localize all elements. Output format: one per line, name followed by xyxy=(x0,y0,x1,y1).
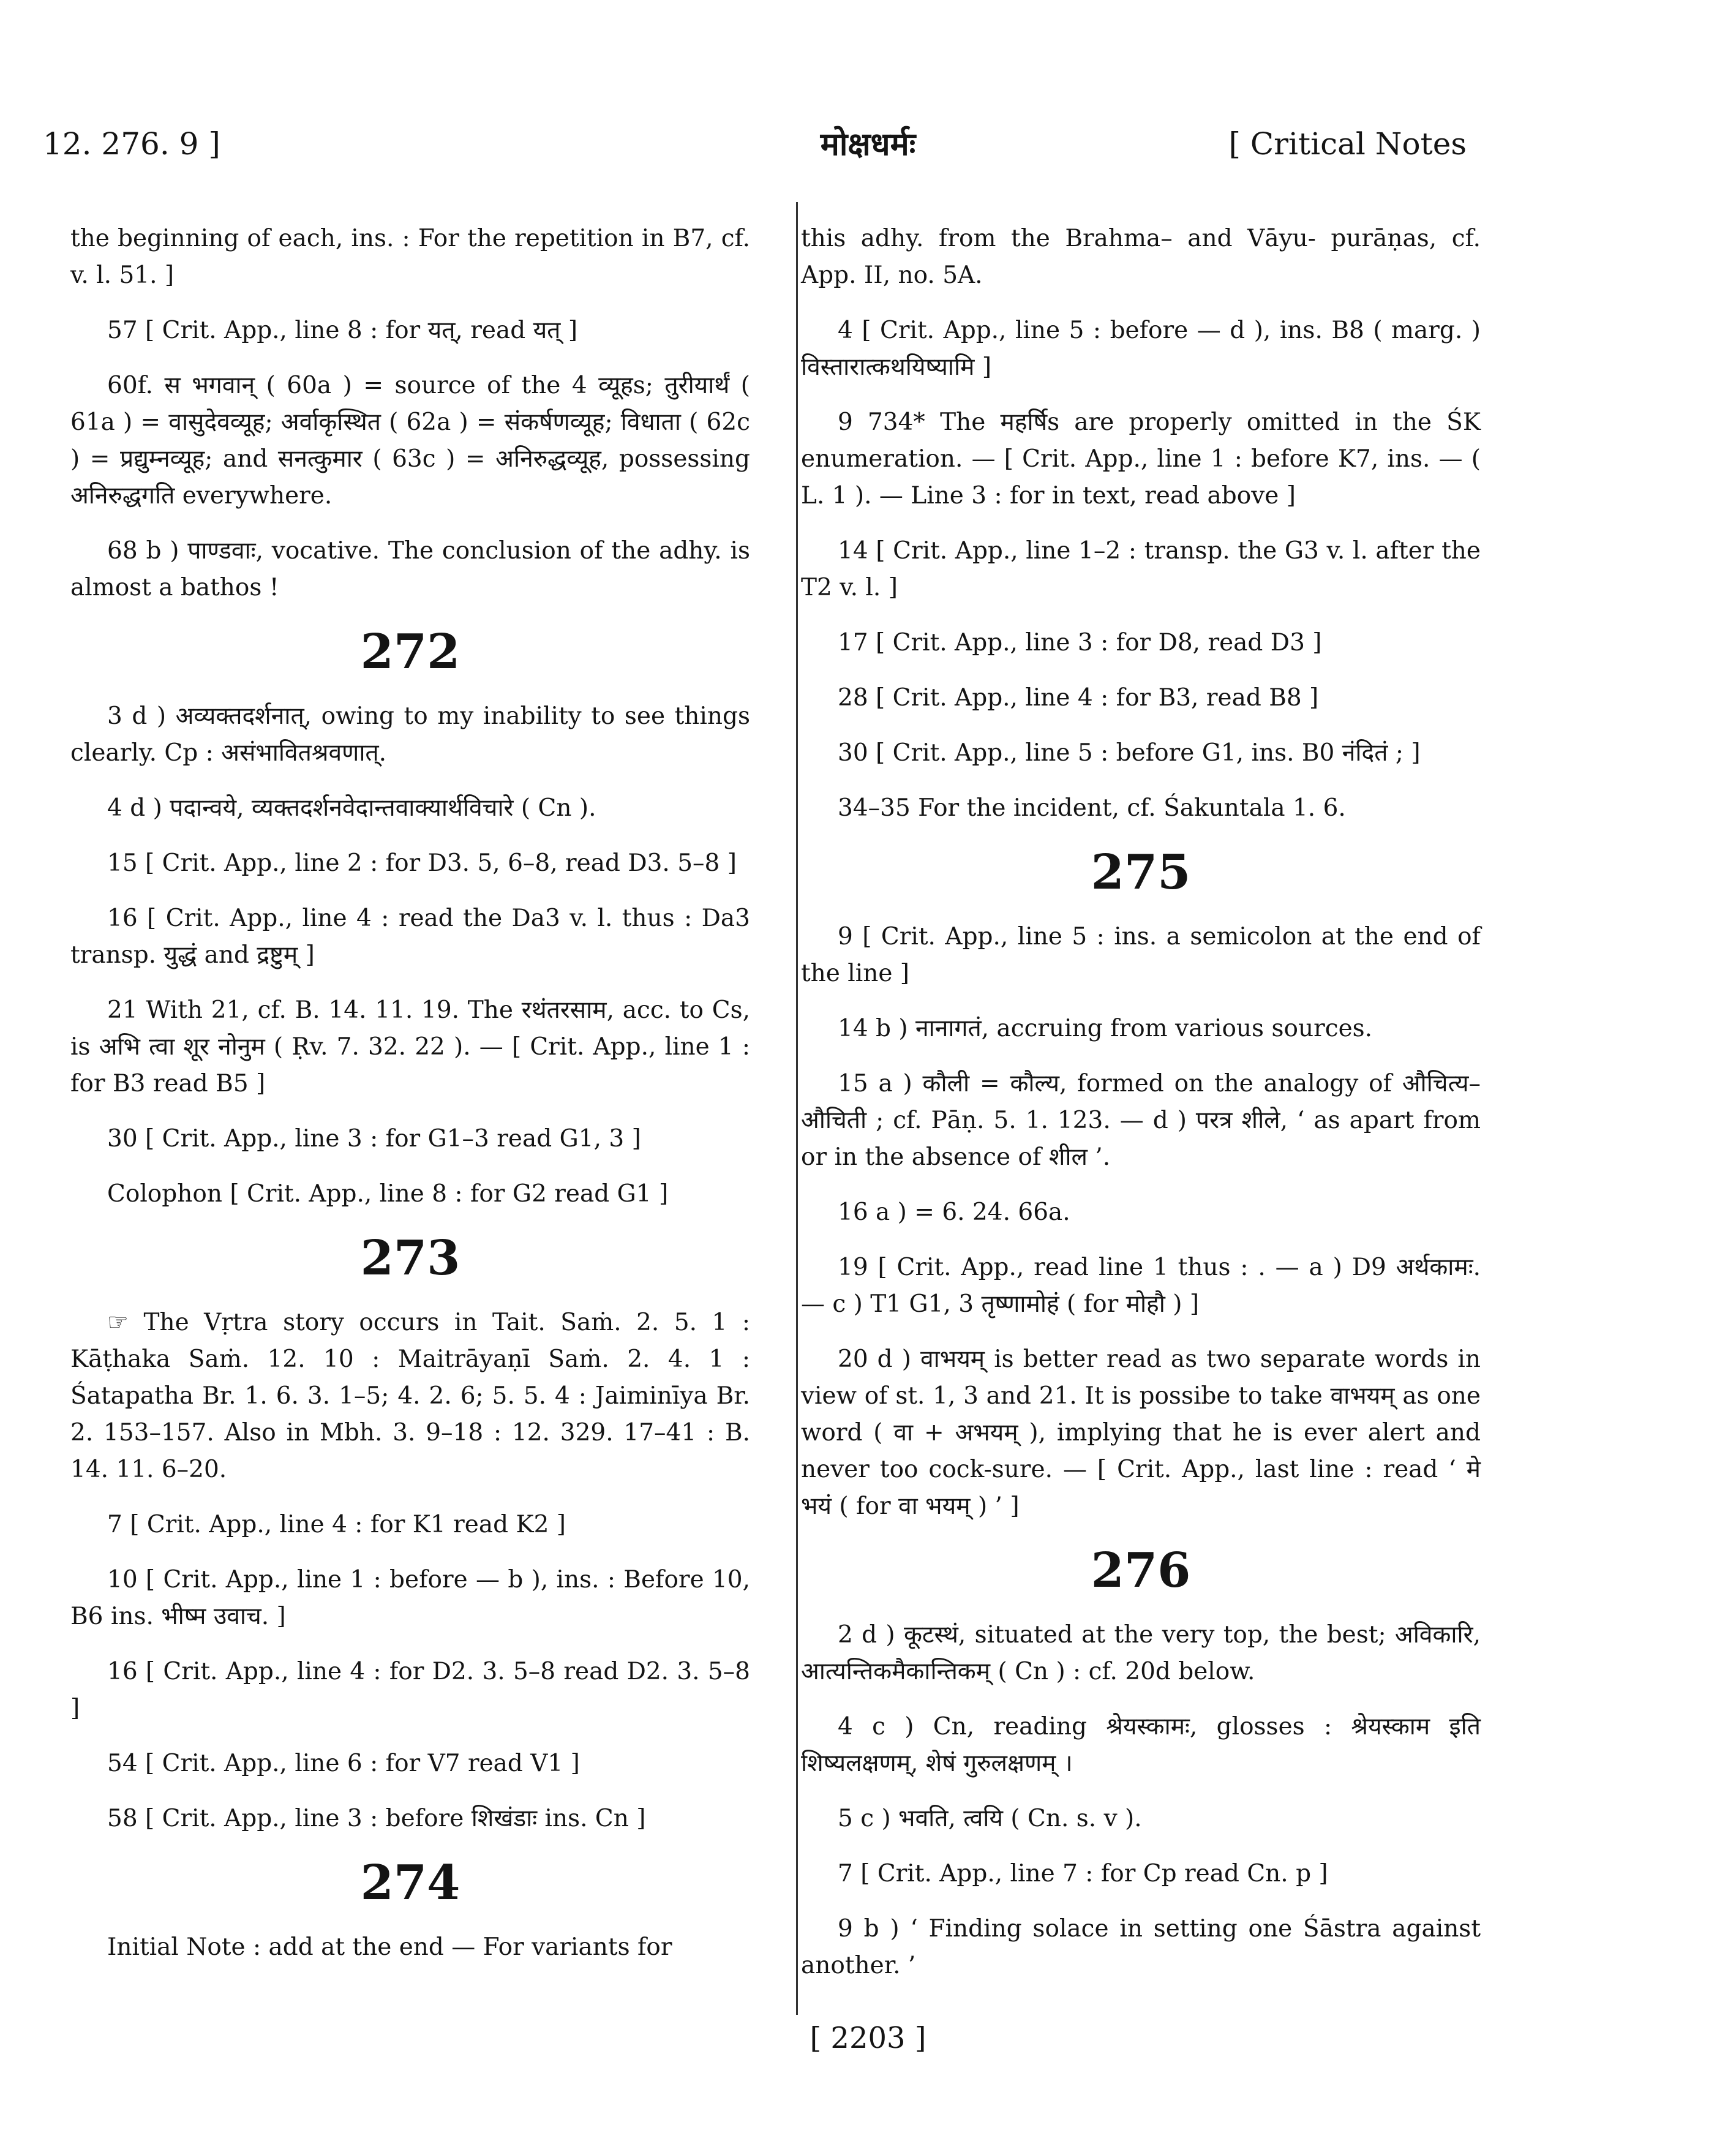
note-paragraph: 4 d ) पदान्वये, व्यक्तदर्शनवेदान्तवाक्यार्थविचारे ( Cn ). xyxy=(107,794,596,822)
adhyaya-heading: 276 xyxy=(1091,1543,1191,1598)
note-paragraph: 28 [ Crit. App., line 4 : for B3, read B8 ] xyxy=(838,684,1319,712)
note-paragraph: 4 c ) Cn, reading श्रेयस्कामः, glosses : श्रेयस्काम इति शिष्यलक्षणम्, शेषं गुरुलक्षणम् । xyxy=(801,1713,1481,1777)
header-title: मोक्षधर्मः xyxy=(820,126,916,163)
left-column xyxy=(70,220,750,1984)
note-paragraph: 9 [ Crit. App., line 5 : ins. a semicolon at the end of the line ] xyxy=(801,923,1481,987)
column-divider xyxy=(796,202,798,2015)
adhyaya-heading: 273 xyxy=(360,1230,460,1286)
note-paragraph: 16 [ Crit. App., line 4 : read the Da3 v. l. thus : Da3 transp. युद्धं and द्रष्टुम् ] xyxy=(70,905,750,969)
note-paragraph: 30 [ Crit. App., line 3 : for G1–3 read G1, 3 ] xyxy=(107,1125,641,1153)
note-paragraph: 9 b ) ‘ Finding solace in setting one Śāstra against another. ’ xyxy=(801,1915,1481,1979)
note-paragraph: 7 [ Crit. App., line 4 : for K1 read K2 ] xyxy=(107,1511,566,1538)
note-paragraph: 57 [ Crit. App., line 8 : for यत्, read यत् ] xyxy=(107,317,578,344)
note-paragraph: 19 [ Crit. App., read line 1 thus : . — a ) D9 अर्थकामः. — c ) T1 G1, 3 तृष्णामोहं ( for मोहौ ) ] xyxy=(801,1254,1481,1318)
header-critical-notes: [ Critical Notes xyxy=(1228,126,1467,162)
note-paragraph: 20 d ) वाभयम् is better read as two separate words in view of st. 1, 3 and 21. It is possibe to take वाभयम् as one word ( वा + अभयम् ), implying that he is ever alert and never too cock-sure. — [ Crit. App., last line : read ‘ मे भयं ( for वा भयम् ) ’ ] xyxy=(801,1345,1481,1520)
note-paragraph: 60f. स भगवान् ( 60a ) = source of the 4 व्यूहs; तुरीयार्थं ( 61a ) = वासुदेवव्यूह; अर्वाकृस्थित ( 62a ) = संकर्षणव्यूह; विधाता ( 62c ) = प्रद्युम्नव्यूह; and सनत्कुमार ( 63c ) = अनिरुद्धव्यूह, possessing अनिरुद्धगति everywhere. xyxy=(70,372,750,510)
note-paragraph: 5 c ) भवति, त्वयि ( Cn. s. v ). xyxy=(838,1805,1142,1832)
page-number: [ 2203 ] xyxy=(810,2021,926,2055)
note-paragraph: 21 With 21, cf. B. 14. 11. 19. The रथंतरसाम, acc. to Cs, is अभि त्वा शूर नोनुम ( Ṛv. 7. 32. 22 ). — [ Crit. App., line 1 : for B3 read B5 ] xyxy=(70,996,750,1097)
adhyaya-heading: 274 xyxy=(360,1855,460,1911)
note-paragraph: 3 d ) अव्यक्तदर्शनात्, owing to my inability to see things clearly. Cp : असंभावितश्रवणात्. xyxy=(70,702,750,767)
note-paragraph: ☞ The Vṛtra story occurs in Tait. Saṁ. 2. 5. 1 : Kāṭhaka Saṁ. 12. 10 : Maitrāyaṇī Saṁ. 2. 4. 1 : Śatapatha Br. 1. 6. 3. 1–5; 4. 2. 6; 5. 5. 4 : Jaiminīya Br. 2. 153–157. Also in Mbh. 3. 9–18 : 12. 329. 17–41 : B. 14. 11. 6–20. xyxy=(70,1309,750,1483)
adhyaya-heading: 275 xyxy=(1091,845,1191,900)
note-paragraph: Initial Note : add at the end — For variants for xyxy=(107,1933,672,1961)
note-paragraph: Colophon [ Crit. App., line 8 : for G2 read G1 ] xyxy=(107,1180,669,1208)
note-paragraph: 14 b ) नानागतं, accruing from various sources. xyxy=(838,1015,1373,1042)
note-paragraph: 30 [ Crit. App., line 5 : before G1, ins. B0 नंदितं ; ] xyxy=(838,739,1421,767)
note-paragraph: 7 [ Crit. App., line 7 : for Cp read Cn. p ] xyxy=(838,1860,1328,1887)
note-paragraph: 2 d ) कूटस्थं, situated at the very top, the best; अविकारि, आत्यन्तिकमैकान्तिकम् ( Cn ) : cf. 20d below. xyxy=(801,1621,1481,1685)
note-paragraph: 58 [ Crit. App., line 3 : before शिखंडाः ins. Cn ] xyxy=(107,1805,646,1832)
note-paragraph: 16 a ) = 6. 24. 66a. xyxy=(838,1198,1070,1226)
note-paragraph: 9 734* The महर्षिs are properly omitted in the ŚK enumeration. — [ Crit. App., line 1 : before K7, ins. — ( L. 1 ). — Line 3 : for in text, read above ] xyxy=(801,408,1481,510)
note-paragraph: 15 [ Crit. App., line 2 : for D3. 5, 6–8, read D3. 5–8 ] xyxy=(107,849,737,877)
adhyaya-heading: 272 xyxy=(360,624,460,680)
note-paragraph: the beginning of each, ins. : For the repetition in B7, cf. v. l. 51. ] xyxy=(70,225,750,289)
note-paragraph: 34–35 For the incident, cf. Śakuntala 1. 6. xyxy=(838,794,1346,822)
note-paragraph: 17 [ Crit. App., line 3 : for D8, read D3 ] xyxy=(838,629,1322,657)
header-section-ref: 12. 276. 9 ] xyxy=(43,126,220,162)
note-paragraph: 14 [ Crit. App., line 1–2 : transp. the G3 v. l. after the T2 v. l. ] xyxy=(801,537,1481,601)
note-paragraph: 10 [ Crit. App., line 1 : before — b ), ins. : Before 10, B6 ins. भीष्म उवाच. ] xyxy=(70,1566,750,1630)
right-column xyxy=(801,220,1481,2003)
note-paragraph: 16 [ Crit. App., line 4 : for D2. 3. 5–8 read D2. 3. 5–8 ] xyxy=(70,1658,750,1722)
note-paragraph: 15 a ) कौली = कौल्य, formed on the analogy of औचित्य–औचिती ; cf. Pāṇ. 5. 1. 123. — d ) परत्र शीले, ‘ as apart from or in the absence of शील ’. xyxy=(801,1070,1481,1171)
note-paragraph: 54 [ Crit. App., line 6 : for V7 read V1 ] xyxy=(107,1750,580,1777)
note-paragraph: 68 b ) पाण्डवाः, vocative. The conclusion of the adhy. is almost a bathos ! xyxy=(70,537,750,601)
note-paragraph: this adhy. from the Brahma– and Vāyu- purāṇas, cf. App. II, no. 5A. xyxy=(801,225,1481,289)
note-paragraph: 4 [ Crit. App., line 5 : before — d ), ins. B8 ( marg. ) विस्तारात्कथयिष्यामि ] xyxy=(801,317,1481,381)
